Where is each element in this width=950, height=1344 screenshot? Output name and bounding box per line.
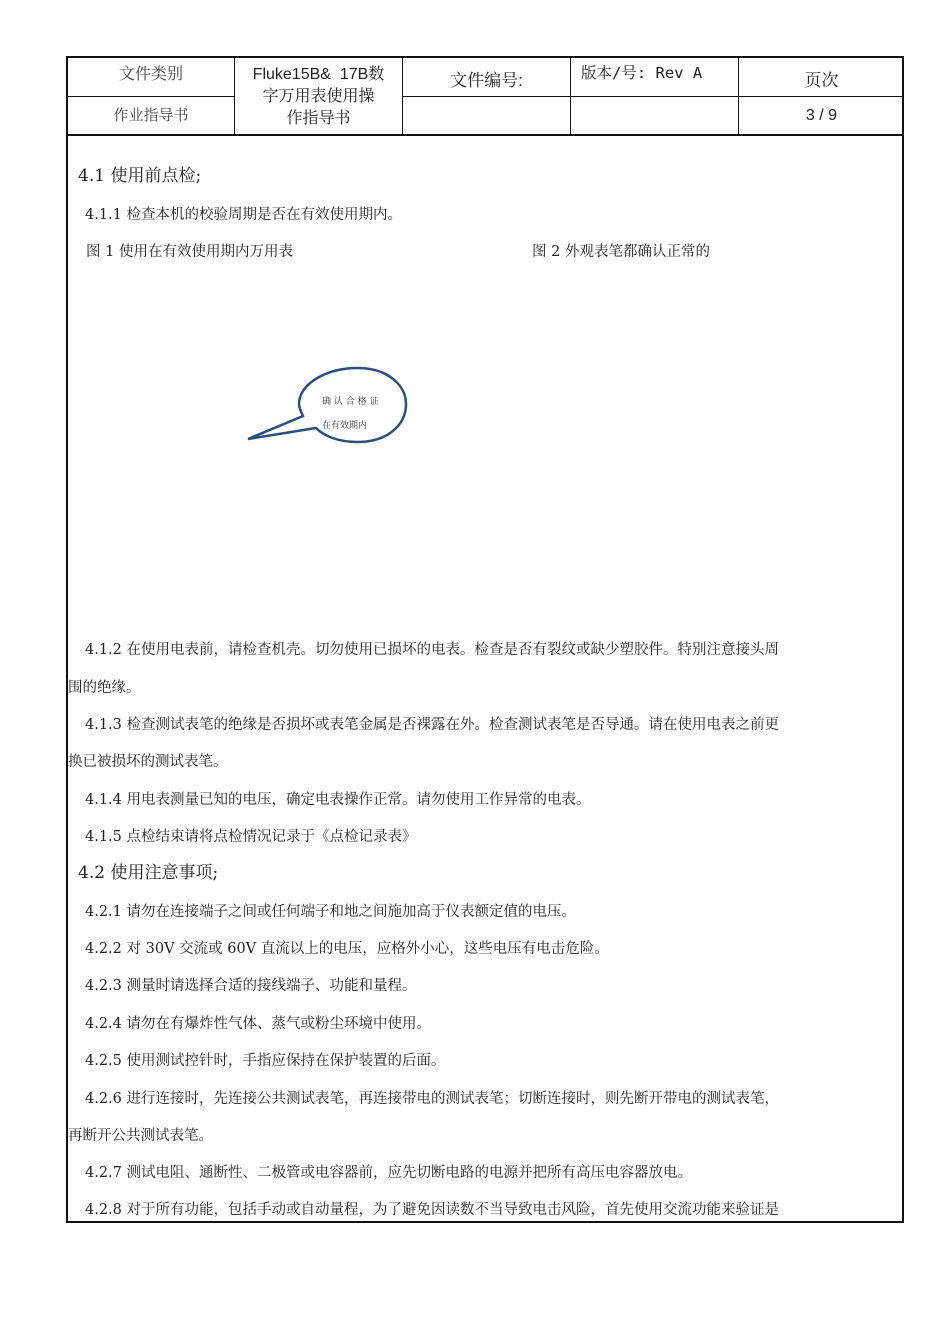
section-4-1-title: 4.1 使用前点检; <box>78 166 202 186</box>
callout-bubble <box>246 366 411 456</box>
page-number: 3 / 9 <box>805 107 838 124</box>
version-label: 版本/号: Rev A <box>581 64 703 82</box>
title-line-3: 作指导书 <box>286 110 351 127</box>
item-4-2-6-line-1: 4.2.6 进行连接时，先连接公共测试表笔，再连接带电的测试表笔；切断连接时，则先断开带电的测试表笔， <box>85 1091 779 1107</box>
item-4-2-4: 4.2.4 请勿在有爆炸性气体、蒸气或粉尘环境中使用。 <box>85 1016 432 1032</box>
doc-number-label: 文件编号: <box>450 70 523 90</box>
item-4-1-5: 4.1.5 点检结束请将点检情况记录于《点检记录表》 <box>85 829 417 845</box>
figure-2-caption: 图 2 外观表笔都确认正常的 <box>532 244 710 260</box>
item-4-2-7: 4.2.7 测试电阻、通断性、二极管或电容器前，应先切断电路的电源并把所有高压电容器放电。 <box>85 1165 692 1181</box>
item-4-1-3-line-1: 4.1.3 检查测试表笔的绝缘是否损坏或表笔金属是否裸露在外。检查测试表笔是否导通。请在使用电表之前更 <box>85 717 779 733</box>
version-value <box>571 98 738 134</box>
page-label: 页次 <box>804 70 839 90</box>
category-label: 文件类别 <box>118 63 183 83</box>
item-4-2-8: 4.2.8 对于所有功能，包括手动或自动量程，为了避免因读数不当导致电击风险，首先使用交流功能来验证是 <box>85 1202 779 1218</box>
document-header-table <box>66 56 904 136</box>
item-4-1-2-line-2: 围的绝缘。 <box>68 680 141 696</box>
item-4-2-1: 4.2.1 请勿在连接端子之间或任何端子和地之间施加高于仪表额定值的电压。 <box>85 904 577 920</box>
item-4-1-2-line-1: 4.1.2 在使用电表前，请检查机壳。切勿使用已损坏的电表。检查是否有裂纹或缺少塑胶件。特别注意接头周 <box>85 642 779 658</box>
item-4-2-2: 4.2.2 对 30V 交流或 60V 直流以上的电压，应格外小心，这些电压有电击危险。 <box>85 941 609 957</box>
title-line-2: 字万用表使用操 <box>262 88 375 105</box>
document-title <box>235 58 402 136</box>
callout-line-1: 确 认 合 格 证 <box>322 397 379 407</box>
item-4-1-4: 4.1.4 用电表测量已知的电压，确定电表操作正常。请勿使用工作异常的电表。 <box>85 792 591 808</box>
title-line-1: Fluke15B& 17B数 <box>252 66 385 83</box>
item-4-2-5: 4.2.5 使用测试控针时，手指应保持在保护装置的后面。 <box>85 1053 446 1069</box>
item-4-2-6-line-2: 再断开公共测试表笔。 <box>68 1128 213 1144</box>
figure-1-caption: 图 1 使用在有效使用期内万用表 <box>86 244 293 260</box>
section-4-2-title: 4.2 使用注意事项; <box>78 863 219 883</box>
callout-line-2: 在有效期内 <box>322 421 368 431</box>
doc-number-value <box>403 98 570 134</box>
item-4-1-3-line-2: 换已被损坏的测试表笔。 <box>68 754 228 770</box>
item-4-2-3: 4.2.3 测量时请选择合适的接线端子、功能和量程。 <box>85 978 417 994</box>
item-4-1-1: 4.1.1 检查本机的校验周期是否在有效使用期内。 <box>85 207 403 223</box>
category-value: 作业指导书 <box>113 105 189 124</box>
speech-bubble-shape <box>246 366 411 456</box>
